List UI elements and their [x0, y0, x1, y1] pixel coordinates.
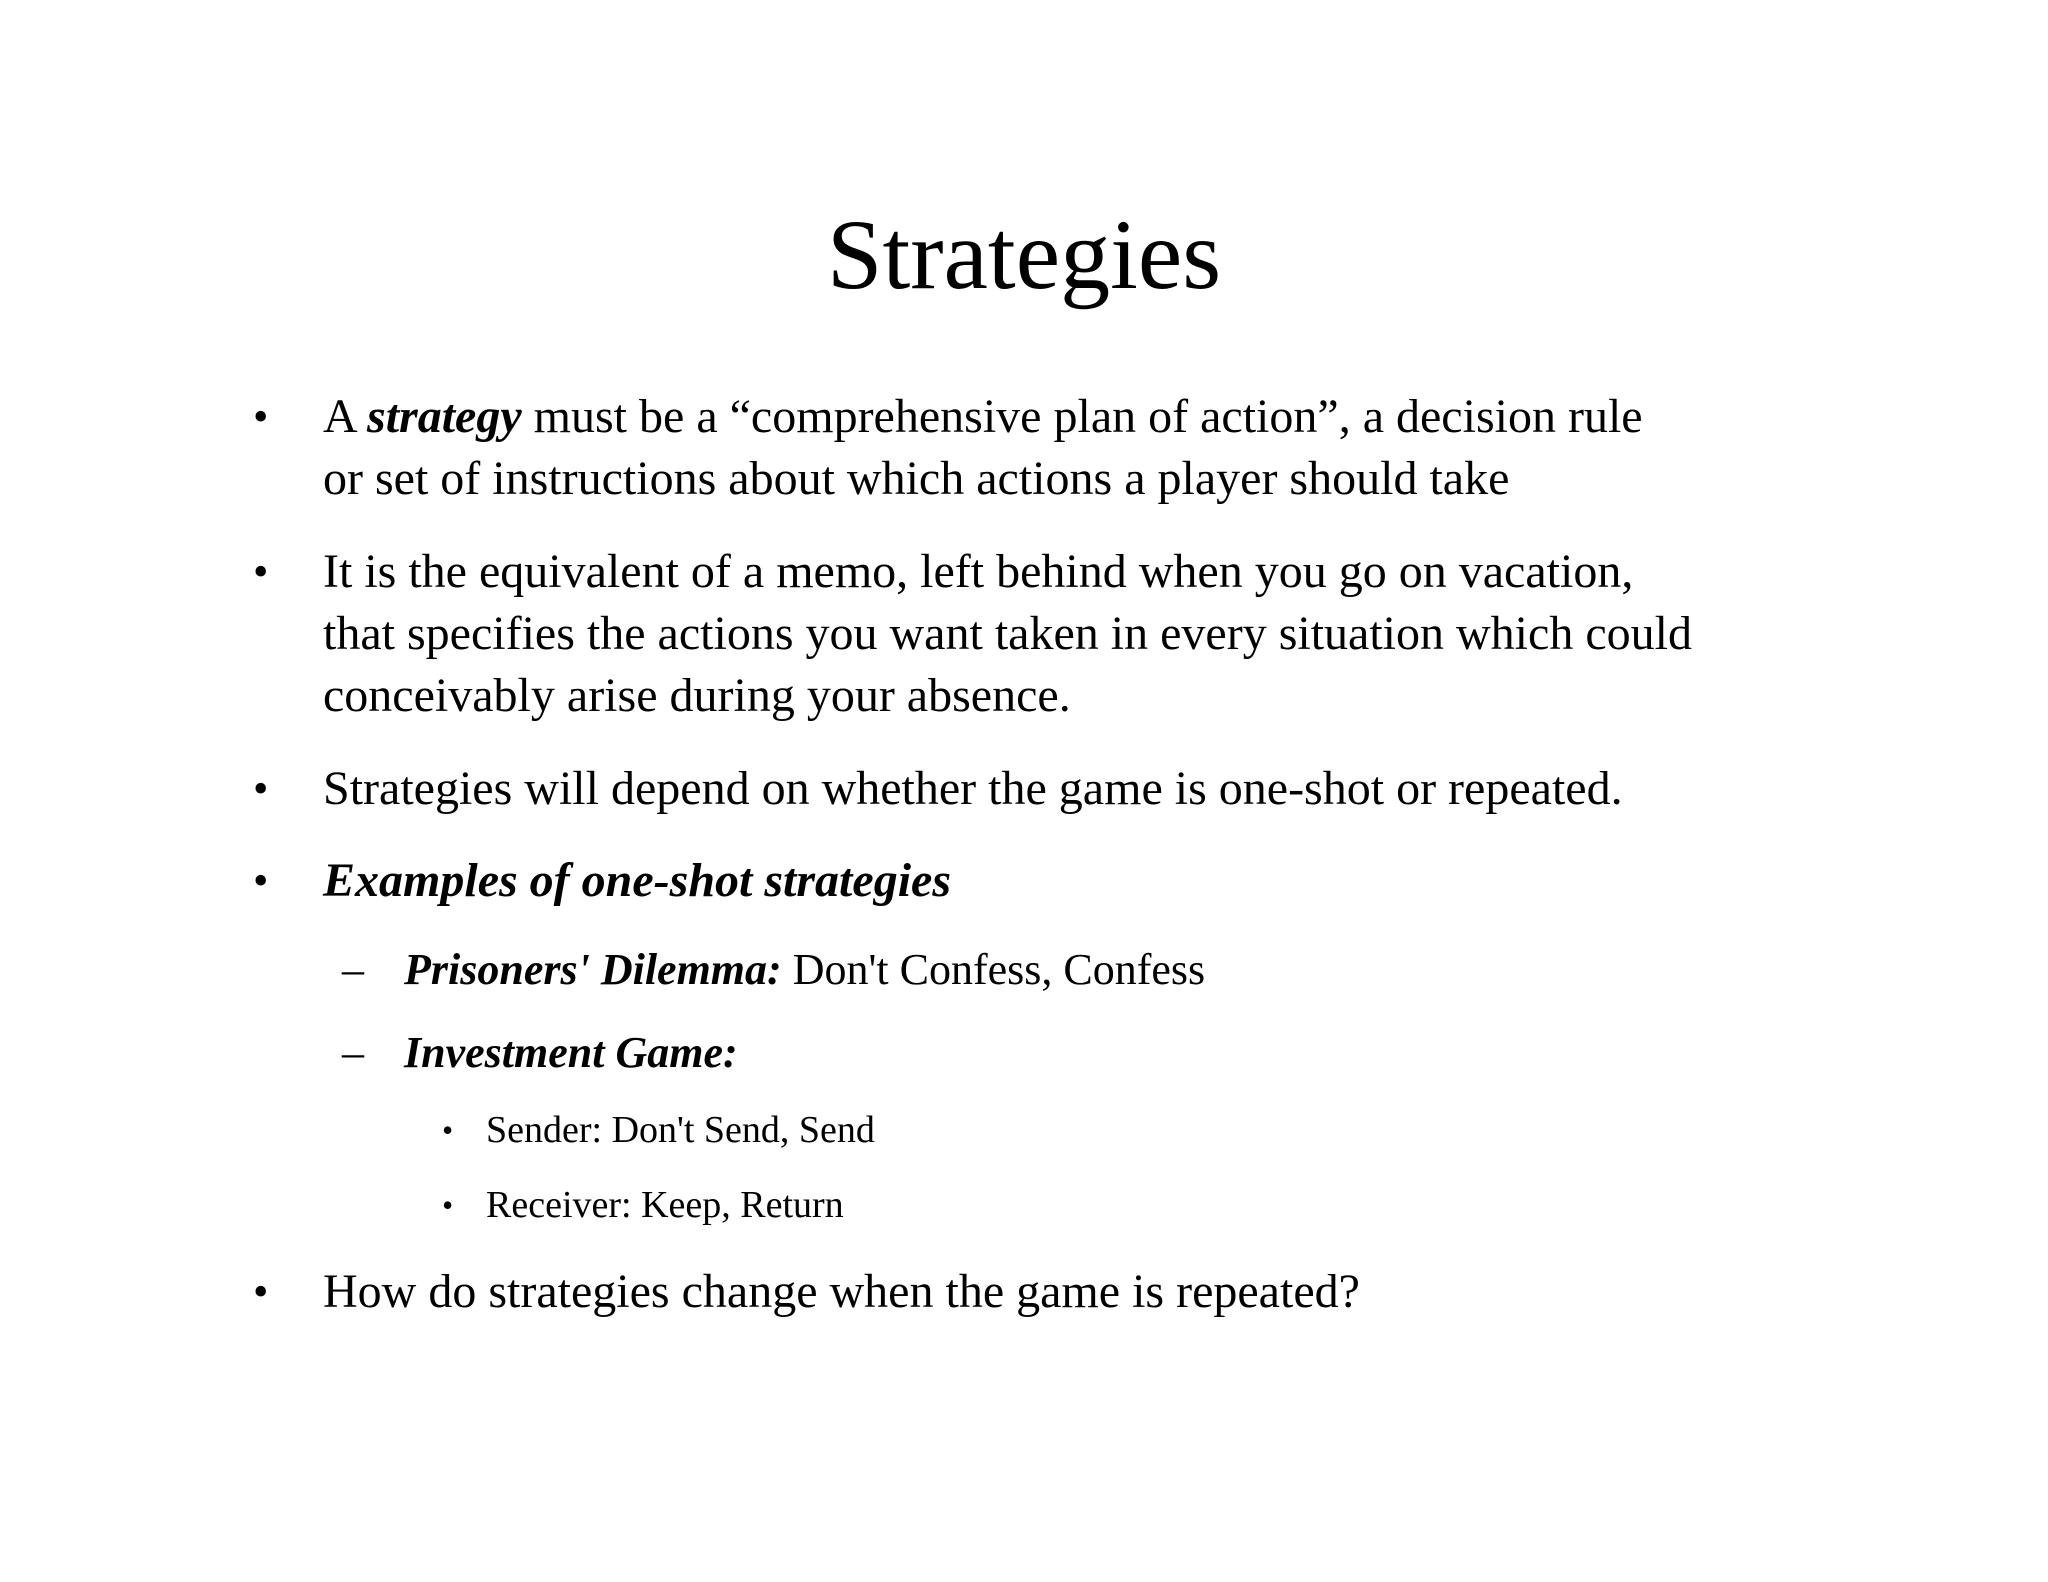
bullet-repeated-question [253, 1261, 1360, 1323]
bullet-line: How do strategies change when the game is repeated? [323, 1265, 1360, 1318]
bullet-icon: • [253, 856, 269, 905]
bullet-icon: • [253, 547, 269, 596]
bullet-icon: • [253, 1267, 269, 1316]
slide-title: Strategies [826, 199, 1222, 310]
sub-sub-bullet-receiver [442, 1181, 844, 1229]
bullet-memo-analogy [253, 541, 1692, 727]
dash-icon: – [342, 945, 364, 994]
bullet-line: Sender: Don't Send, Send [486, 1109, 875, 1151]
bullet-one-shot-or-repeated [253, 758, 1623, 820]
bullet-line: Prisoners' Dilemma: Don't Confess, Confess [404, 945, 1206, 994]
bullet-line: or set of instructions about which actions a player should take [323, 452, 1510, 505]
bullet-line: conceivably arise during your absence. [323, 669, 1071, 722]
bullet-examples-heading [253, 850, 952, 912]
bullet-icon: • [253, 764, 269, 813]
label-prisoners-dilemma: Prisoners' Dilemma: [404, 945, 782, 994]
bullet-line: that specifies the actions you want taken in every situation which could [323, 607, 1692, 660]
bullet-icon: • [253, 392, 269, 441]
bullet-line: It is the equivalent of a memo, left behind when you go on vacation, [323, 545, 1634, 598]
sub-bullet-investment-game [342, 1025, 738, 1081]
bullet-strategy-definition [253, 386, 1643, 510]
emphasis-strategy: strategy [367, 390, 522, 443]
dash-icon: – [342, 1028, 364, 1077]
sub-bullet-prisoners-dilemma [342, 942, 1206, 998]
bullet-icon: • [442, 1187, 454, 1223]
sub-sub-bullet-sender [442, 1106, 875, 1154]
label-investment-game: Investment Game: [404, 1028, 738, 1077]
bullet-line: A strategy must be a “comprehensive plan of action”, a decision rule [323, 390, 1643, 443]
bullet-line: Receiver: Keep, Return [486, 1184, 844, 1226]
bullet-icon: • [442, 1112, 454, 1148]
bullet-line: Strategies will depend on whether the game is one-shot or repeated. [323, 762, 1623, 815]
bullet-line: Examples of one-shot strategies [323, 854, 952, 907]
